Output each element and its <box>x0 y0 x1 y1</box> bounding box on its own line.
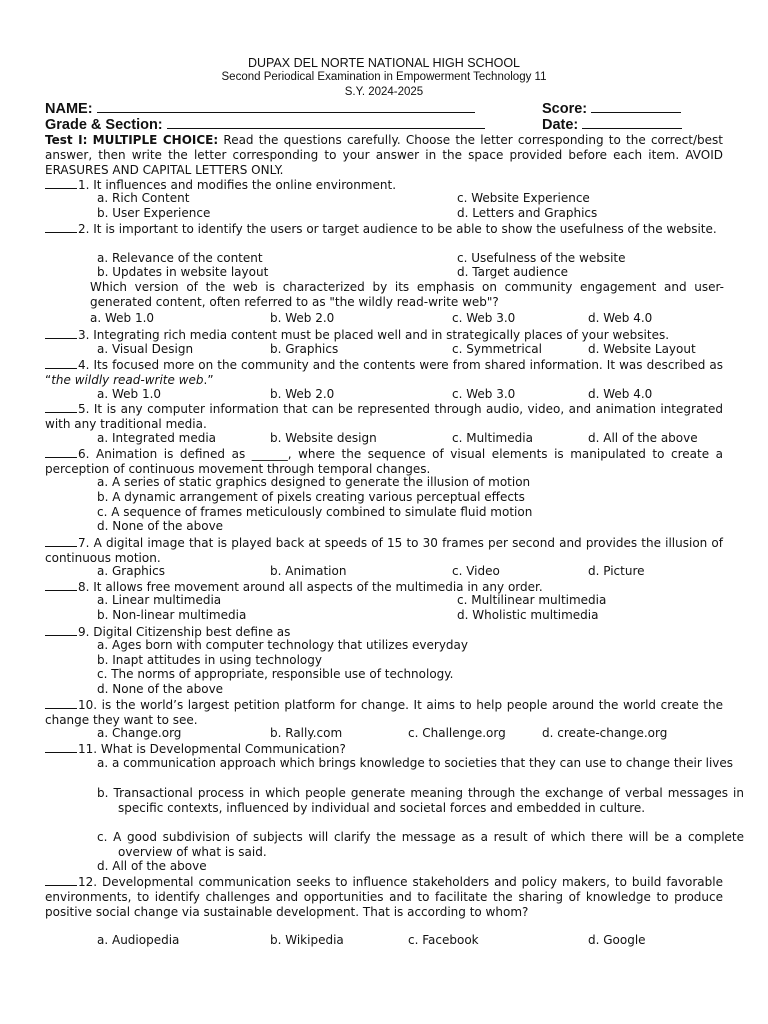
option-8a: a. Linear multimedia <box>97 593 222 607</box>
answer-blank[interactable] <box>45 874 77 886</box>
option-wd: d. Web 4.0 <box>588 311 653 325</box>
option-9d: d. None of the above <box>97 682 224 696</box>
exam-title: Second Periodical Examination in Empowerment Technology 11 <box>221 71 547 83</box>
answer-blank[interactable] <box>45 221 77 233</box>
answer-blank[interactable] <box>45 177 77 189</box>
option-5d: d. All of the above <box>588 431 698 445</box>
name-field <box>45 100 475 117</box>
instructions-text: Read the questions carefully. Choose the letter corresponding to the correct/best answer, then write the letter corresponding to your answer in the space provided before each item. AVOID ERASURES AND CAPITAL LETTERS ONLY. <box>45 133 723 177</box>
grade-section-line[interactable] <box>167 116 485 129</box>
option-10a: a. Change.org <box>97 726 182 740</box>
answer-blank[interactable] <box>45 741 77 753</box>
grade-section-label: Grade & Section: <box>45 117 163 133</box>
option-5b: b. Website design <box>270 431 377 445</box>
question-6: 6. Animation is defined as ______, where the sequence of visual elements is manipulated to create a perception of continuous movement through temporal changes. <box>45 447 723 476</box>
answer-blank[interactable] <box>45 446 77 458</box>
question-8: 8. It allows free movement around all aspects of the multimedia in any order. <box>45 579 543 595</box>
answer-blank[interactable] <box>45 535 77 547</box>
test-label: Test I: <box>45 133 88 147</box>
option-10d: d. create-change.org <box>542 726 668 740</box>
option-11a: a. a communication approach which brings knowledge to societies that they can use to change their lives <box>97 756 734 770</box>
option-4c: c. Web 3.0 <box>452 387 516 401</box>
answer-blank[interactable] <box>45 624 77 636</box>
school-year: S.Y. 2024-2025 <box>344 86 424 98</box>
option-4d: d. Web 4.0 <box>588 387 653 401</box>
question-11: 11. What is Developmental Communication? <box>45 741 346 757</box>
option-6d: d. None of the above <box>97 519 224 533</box>
option-7c: c. Video <box>452 564 500 578</box>
option-3b: b. Graphics <box>270 342 339 356</box>
option-3d: d. Website Layout <box>588 342 696 356</box>
option-9a: a. Ages born with computer technology that utilizes everyday <box>97 638 468 652</box>
option-1b: b. User Experience <box>97 206 211 220</box>
option-12b: b. Wikipedia <box>270 933 344 947</box>
school-name: DUPAX DEL NORTE NATIONAL HIGH SCHOOL <box>247 56 521 70</box>
option-2a: a. Relevance of the content <box>97 251 263 265</box>
option-4a: a. Web 1.0 <box>97 387 162 401</box>
option-1c: c. Website Experience <box>457 191 590 205</box>
option-7a: a. Graphics <box>97 564 165 578</box>
option-6a: a. A series of static graphics designed to generate the illusion of motion <box>97 475 531 489</box>
option-8c: c. Multilinear multimedia <box>457 593 607 607</box>
answer-blank[interactable] <box>45 697 77 709</box>
option-3a: a. Visual Design <box>97 342 194 356</box>
option-10b: b. Rally.com <box>270 726 343 740</box>
grade-section-field <box>45 116 485 133</box>
option-10c: c. Challenge.org <box>408 726 506 740</box>
option-11b: b. Transactional process in which people generate meaning through the exchange of verbal messages in specific contexts, influenced by individual and societal forces and embedded in culture. <box>97 786 744 815</box>
question-4: 4. Its focused more on the community and the contents were from shared information. It was described as “the wildly read-write web.” <box>45 358 723 387</box>
question-9: 9. Digital Citizenship best define as <box>45 624 290 640</box>
option-11d: d. All of the above <box>97 859 207 873</box>
option-wb: b. Web 2.0 <box>270 311 335 325</box>
instructions <box>45 133 723 178</box>
option-8d: d. Wholistic multimedia <box>457 608 599 622</box>
score-field <box>542 100 681 117</box>
option-12c: c. Facebook <box>408 933 479 947</box>
option-12a: a. Audiopedia <box>97 933 180 947</box>
option-3c: c. Symmetrical <box>452 342 542 356</box>
option-8b: b. Non-linear multimedia <box>97 608 247 622</box>
option-6b: b. A dynamic arrangement of pixels creating various perceptual effects <box>97 490 525 504</box>
answer-blank[interactable] <box>45 401 77 413</box>
option-6c: c. A sequence of frames meticulously combined to simulate fluid motion <box>97 505 533 519</box>
date-field <box>542 116 682 133</box>
option-2b: b. Updates in website layout <box>97 265 269 279</box>
question-12: 12. Developmental communication seeks to influence stakeholders and policy makers, to build favorable environments, to identify challenges and opportunities and to facilitate the sharing of knowledge to produce positive social change via sustainable development. That is according to whom? <box>45 875 723 919</box>
answer-blank[interactable] <box>45 357 77 369</box>
option-wc: c. Web 3.0 <box>452 311 516 325</box>
name-label: NAME: <box>45 101 93 117</box>
option-2c: c. Usefulness of the website <box>457 251 626 265</box>
answer-blank[interactable] <box>45 579 77 591</box>
option-2d: d. Target audience <box>457 265 569 279</box>
name-line[interactable] <box>97 100 475 113</box>
option-wa: a. Web 1.0 <box>90 311 155 325</box>
date-label: Date: <box>542 117 579 133</box>
score-line[interactable] <box>591 100 681 113</box>
option-1a: a. Rich Content <box>97 191 190 205</box>
score-label: Score: <box>542 101 588 117</box>
option-11c: c. A good subdivision of subjects will clarify the message as a result of which there will be a complete overview of what is said. <box>97 830 744 859</box>
question-web-version: Which version of the web is characterized by its emphasis on community engagement and user-generated content, often referred to as "the wildly read-write web"? <box>90 280 724 309</box>
date-line[interactable] <box>582 116 682 129</box>
option-1d: d. Letters and Graphics <box>457 206 598 220</box>
question-10: 10. is the world’s largest petition platform for change. It aims to help people around the world create the change they want to see. <box>45 698 723 727</box>
question-7: 7. A digital image that is played back at speeds of 15 to 30 frames per second and provides the illusion of continuous motion. <box>45 536 723 565</box>
test-type: MULTIPLE CHOICE: <box>92 133 219 147</box>
question-1: 1. It influences and modifies the online environment. <box>45 177 396 193</box>
option-4b: b. Web 2.0 <box>270 387 335 401</box>
option-9c: c. The norms of appropriate, responsible use of technology. <box>97 667 454 681</box>
question-3: 3. Integrating rich media content must be placed well and in strategically places of your websites. <box>45 327 669 343</box>
option-12d: d. Google <box>588 933 646 947</box>
option-7d: d. Picture <box>588 564 645 578</box>
option-5a: a. Integrated media <box>97 431 217 445</box>
question-2: 2. It is important to identify the users or target audience to be able to show the usefulness of the website. <box>45 221 723 237</box>
option-7b: b. Animation <box>270 564 347 578</box>
option-9b: b. Inapt attitudes in using technology <box>97 653 322 667</box>
answer-blank[interactable] <box>45 327 77 339</box>
question-5: 5. It is any computer information that can be represented through audio, video, and animation integrated with any traditional media. <box>45 402 723 431</box>
italic-phrase: the wildly read-write web <box>51 373 204 387</box>
option-5c: c. Multimedia <box>452 431 533 445</box>
